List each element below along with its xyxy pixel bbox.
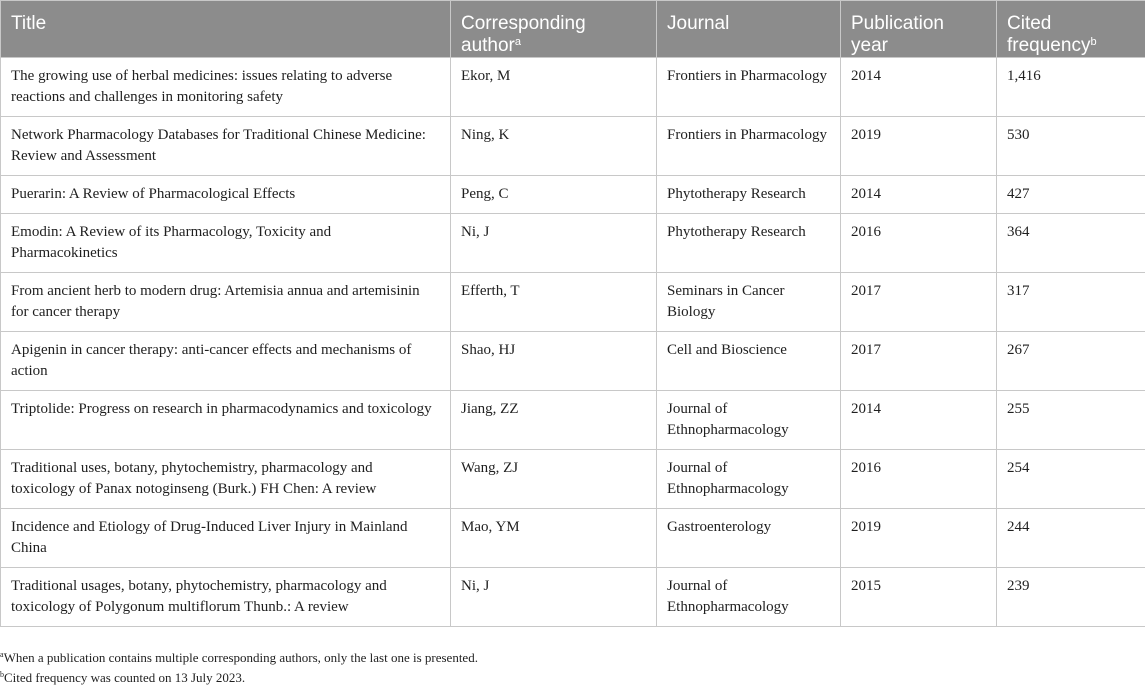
footnote-b	[0, 668, 1145, 688]
cell-journal: Phytotherapy Research	[657, 214, 841, 273]
cell-author: Shao, HJ	[451, 332, 657, 391]
cell-journal: Frontiers in Pharmacology	[657, 117, 841, 176]
cell-title: From ancient herb to modern drug: Artemisia annua and artemisinin for cancer therapy	[1, 273, 451, 332]
cell-year: 2014	[841, 176, 997, 214]
cell-author: Efferth, T	[451, 273, 657, 332]
cell-title: Network Pharmacology Databases for Traditional Chinese Medicine: Review and Assessment	[1, 117, 451, 176]
column-header-author	[451, 1, 657, 58]
cell-cited: 254	[997, 450, 1145, 509]
table-row	[1, 214, 1145, 273]
column-header-title	[1, 1, 451, 58]
column-header-journal-text: Journal	[667, 13, 729, 34]
cell-title: Emodin: A Review of its Pharmacology, Toxicity and Pharmacokinetics	[1, 214, 451, 273]
cell-author: Ning, K	[451, 117, 657, 176]
column-header-cited-text: Cited frequency	[1007, 13, 1090, 56]
cell-year: 2017	[841, 273, 997, 332]
cell-title: Apigenin in cancer therapy: anti-cancer effects and mechanisms of action	[1, 332, 451, 391]
cell-author: Jiang, ZZ	[451, 391, 657, 450]
cell-journal: Journal of Ethnopharmacology	[657, 568, 841, 627]
column-header-title-text: Title	[11, 13, 46, 34]
table-row	[1, 568, 1145, 627]
cell-journal: Cell and Bioscience	[657, 332, 841, 391]
table-row	[1, 117, 1145, 176]
table-row	[1, 332, 1145, 391]
cell-year: 2016	[841, 214, 997, 273]
cell-title: Puerarin: A Review of Pharmacological Effects	[1, 176, 451, 214]
cell-title: Triptolide: Progress on research in pharmacodynamics and toxicology	[1, 391, 451, 450]
cell-cited: 530	[997, 117, 1145, 176]
footnote-b-marker: b	[0, 670, 4, 679]
footnote-marker-a: a	[515, 36, 521, 48]
footnote-a-marker: a	[0, 650, 4, 659]
cell-cited: 244	[997, 509, 1145, 568]
cell-journal: Seminars in Cancer Biology	[657, 273, 841, 332]
footnote-b-text: Cited frequency was counted on 13 July 2023.	[4, 670, 245, 685]
cell-author: Wang, ZJ	[451, 450, 657, 509]
cell-year: 2016	[841, 450, 997, 509]
footnote-a	[0, 648, 1145, 668]
footnote-a-text: When a publication contains multiple corresponding authors, only the last one is presented.	[4, 650, 478, 665]
table-row	[1, 176, 1145, 214]
cell-year: 2014	[841, 391, 997, 450]
table-row	[1, 509, 1145, 568]
header-row	[1, 1, 1145, 58]
cell-author: Ni, J	[451, 214, 657, 273]
cell-year: 2019	[841, 117, 997, 176]
cell-journal: Frontiers in Pharmacology	[657, 58, 841, 117]
cell-author: Mao, YM	[451, 509, 657, 568]
cell-cited: 317	[997, 273, 1145, 332]
column-header-cited	[997, 1, 1145, 58]
cell-author: Peng, C	[451, 176, 657, 214]
table-footnotes	[0, 648, 1145, 688]
cell-cited: 1,416	[997, 58, 1145, 117]
column-header-journal	[657, 1, 841, 58]
cell-cited: 255	[997, 391, 1145, 450]
cell-year: 2015	[841, 568, 997, 627]
cell-title: The growing use of herbal medicines: issues relating to adverse reactions and challenges in monitoring safety	[1, 58, 451, 117]
cell-cited: 267	[997, 332, 1145, 391]
table-row	[1, 58, 1145, 117]
cell-author: Ni, J	[451, 568, 657, 627]
table-row	[1, 450, 1145, 509]
table-row	[1, 273, 1145, 332]
cell-year: 2017	[841, 332, 997, 391]
cell-author: Ekor, M	[451, 58, 657, 117]
cell-year: 2014	[841, 58, 997, 117]
column-header-year-text: Publication year	[851, 13, 944, 56]
cell-cited: 427	[997, 176, 1145, 214]
cell-cited: 364	[997, 214, 1145, 273]
cell-journal: Phytotherapy Research	[657, 176, 841, 214]
cell-journal: Journal of Ethnopharmacology	[657, 450, 841, 509]
cell-title: Traditional uses, botany, phytochemistry, pharmacology and toxicology of Panax notoginseng (Burk.) FH Chen: A review	[1, 450, 451, 509]
cell-title: Traditional usages, botany, phytochemistry, pharmacology and toxicology of Polygonum multiflorum Thunb.: A review	[1, 568, 451, 627]
column-header-author-text: Corresponding author	[461, 13, 586, 56]
column-header-year	[841, 1, 997, 58]
cell-cited: 239	[997, 568, 1145, 627]
cell-year: 2019	[841, 509, 997, 568]
footnote-marker-b: b	[1090, 36, 1096, 48]
cell-title: Incidence and Etiology of Drug-Induced Liver Injury in Mainland China	[1, 509, 451, 568]
cell-journal: Journal of Ethnopharmacology	[657, 391, 841, 450]
table-row	[1, 391, 1145, 450]
cell-journal: Gastroenterology	[657, 509, 841, 568]
